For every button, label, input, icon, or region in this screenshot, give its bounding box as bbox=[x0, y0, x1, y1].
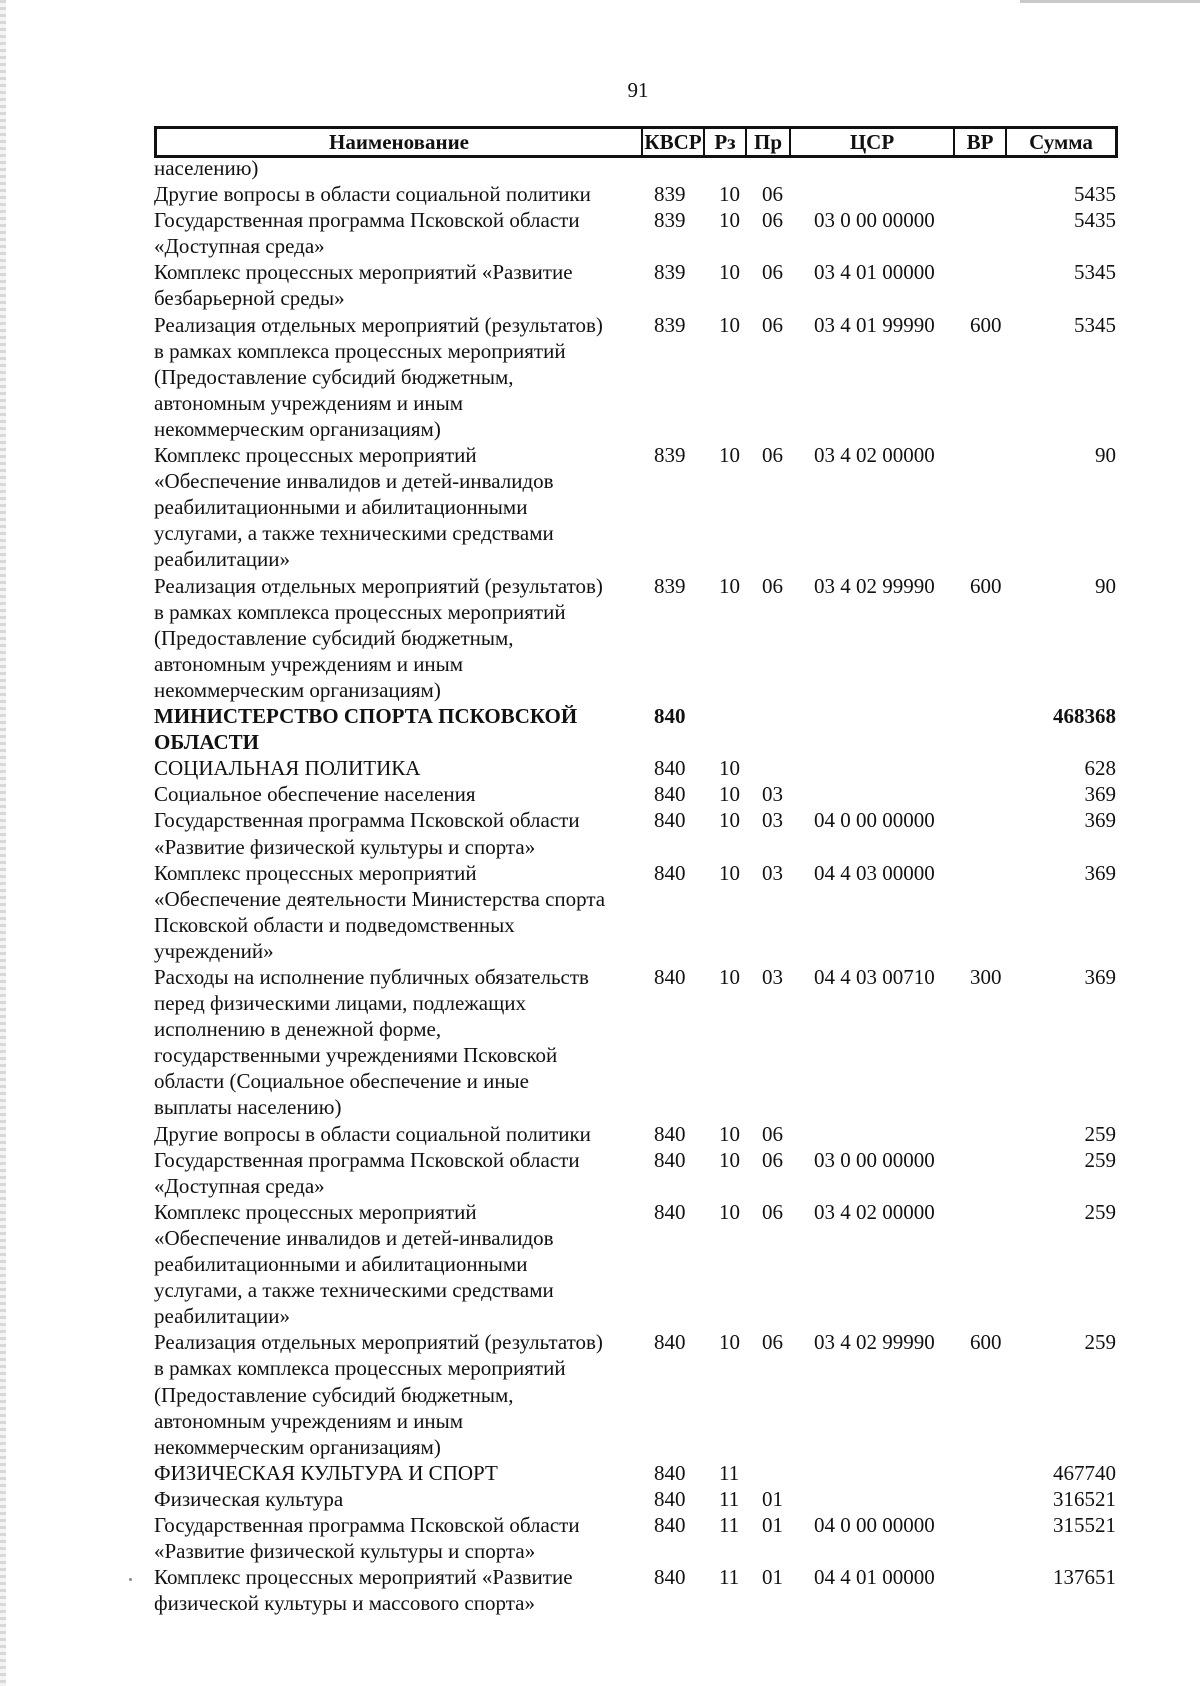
cell-csr: 04 4 01 00000 bbox=[814, 1565, 935, 1590]
cell-rz: 10 bbox=[719, 208, 740, 233]
row-name bbox=[154, 1147, 634, 1199]
cell-rz: 10 bbox=[719, 573, 740, 598]
row-name-line: в рамках комплекса процессных мероприятий bbox=[154, 338, 566, 363]
cell-sum: 5435 bbox=[1074, 208, 1116, 233]
table-row bbox=[0, 259, 1200, 311]
row-name bbox=[154, 964, 634, 1121]
cell-pr: 01 bbox=[762, 1565, 783, 1590]
cell-pr: 01 bbox=[762, 1513, 783, 1538]
table-row bbox=[0, 807, 1200, 859]
table-row bbox=[0, 964, 1200, 1121]
cell-pr: 03 bbox=[762, 965, 783, 990]
cell-kvsr: 839 bbox=[654, 182, 686, 207]
row-name bbox=[154, 860, 634, 964]
cell-pr: 06 bbox=[762, 443, 783, 468]
cell-csr: 04 0 00 00000 bbox=[814, 1513, 935, 1538]
cell-sum: 137651 bbox=[1053, 1565, 1116, 1590]
row-name-line: автономным учреждениям и иным bbox=[154, 1408, 464, 1433]
scan-speck bbox=[129, 1578, 132, 1581]
table-row bbox=[0, 703, 1200, 755]
cell-csr: 04 0 00 00000 bbox=[814, 808, 935, 833]
row-name bbox=[154, 442, 634, 572]
cell-vr: 600 bbox=[970, 312, 1002, 337]
row-name bbox=[154, 573, 634, 703]
table-row bbox=[0, 1486, 1200, 1512]
row-name-line: СОЦИАЛЬНАЯ ПОЛИТИКА bbox=[154, 756, 421, 781]
cell-kvsr: 840 bbox=[654, 1486, 686, 1511]
row-name-line: Другие вопросы в области социальной политики bbox=[154, 1121, 591, 1146]
cell-kvsr: 840 bbox=[654, 1330, 686, 1355]
table-row bbox=[0, 860, 1200, 964]
header-kvsr: КВСР bbox=[641, 129, 703, 155]
row-name-line: Социальное обеспечение населения bbox=[154, 782, 476, 807]
row-name-line: реабилитации» bbox=[154, 547, 291, 572]
cell-sum: 316521 bbox=[1053, 1486, 1116, 1511]
cell-sum: 259 bbox=[1084, 1121, 1116, 1146]
cell-sum: 369 bbox=[1084, 860, 1116, 885]
cell-pr: 06 bbox=[762, 1147, 783, 1172]
row-name-line: «Доступная среда» bbox=[154, 234, 325, 259]
row-name-line: автономным учреждениям и иным bbox=[154, 390, 464, 415]
cell-csr: 03 4 02 99990 bbox=[814, 1330, 935, 1355]
row-name-line: Комплекс процессных мероприятий bbox=[154, 860, 477, 885]
cell-sum: 259 bbox=[1084, 1330, 1116, 1355]
cell-vr: 600 bbox=[970, 1330, 1002, 1355]
cell-vr: 600 bbox=[970, 573, 1002, 598]
cell-sum: 628 bbox=[1084, 756, 1116, 781]
cell-pr: 06 bbox=[762, 1330, 783, 1355]
cell-kvsr: 840 bbox=[654, 1147, 686, 1172]
cell-kvsr: 839 bbox=[654, 443, 686, 468]
cell-rz: 10 bbox=[719, 808, 740, 833]
cell-sum: 259 bbox=[1084, 1147, 1116, 1172]
row-name-line: Другие вопросы в области социальной политики bbox=[154, 182, 591, 207]
header-pr: Пр bbox=[745, 129, 789, 155]
row-name bbox=[154, 1486, 634, 1512]
row-name bbox=[154, 807, 634, 859]
row-name-line: (Предоставление субсидий бюджетным, bbox=[154, 625, 514, 650]
row-name bbox=[154, 181, 634, 207]
row-name-line: Государственная программа Псковской области bbox=[154, 1147, 580, 1172]
scan-edge-top bbox=[1020, 0, 1200, 3]
table-row bbox=[0, 312, 1200, 443]
row-name bbox=[154, 259, 634, 311]
cell-kvsr: 840 bbox=[654, 1513, 686, 1538]
cell-csr: 03 4 02 99990 bbox=[814, 573, 935, 598]
cell-csr: 03 4 01 99990 bbox=[814, 312, 935, 337]
cell-csr: 03 0 00 00000 bbox=[814, 1147, 935, 1172]
table-row bbox=[0, 1512, 1200, 1564]
row-name-line: Реализация отдельных мероприятий (результатов) bbox=[154, 1330, 603, 1355]
row-name-line: безбарьерной среды» bbox=[154, 286, 345, 311]
row-name-line: ОБЛАСТИ bbox=[154, 730, 259, 755]
row-name-line: ФИЗИЧЕСКАЯ КУЛЬТУРА И СПОРТ bbox=[154, 1460, 498, 1485]
cell-sum: 369 bbox=[1084, 782, 1116, 807]
cell-pr: 06 bbox=[762, 1121, 783, 1146]
cell-sum: 468368 bbox=[1053, 704, 1116, 729]
row-name bbox=[154, 1564, 634, 1616]
cell-kvsr: 840 bbox=[654, 1121, 686, 1146]
row-name-line: населению) bbox=[154, 156, 259, 180]
row-name bbox=[154, 781, 634, 807]
cell-vr: 300 bbox=[970, 965, 1002, 990]
cell-sum: 369 bbox=[1084, 965, 1116, 990]
cell-pr: 03 bbox=[762, 782, 783, 807]
cell-pr: 06 bbox=[762, 1199, 783, 1224]
row-name-line: в рамках комплекса процессных мероприятий bbox=[154, 599, 566, 624]
table-row bbox=[0, 1564, 1200, 1616]
table-row bbox=[0, 781, 1200, 807]
row-name-line: (Предоставление субсидий бюджетным, bbox=[154, 364, 514, 389]
row-name-line: некоммерческим организациям) bbox=[154, 677, 441, 702]
row-name-line: реабилитационными и абилитационными bbox=[154, 495, 528, 520]
cell-sum: 369 bbox=[1084, 808, 1116, 833]
cell-sum: 5345 bbox=[1074, 260, 1116, 285]
row-name-line: Комплекс процессных мероприятий bbox=[154, 443, 477, 468]
cell-rz: 10 bbox=[719, 782, 740, 807]
cell-rz: 10 bbox=[719, 756, 740, 781]
cell-rz: 10 bbox=[719, 1330, 740, 1355]
cell-rz: 11 bbox=[719, 1565, 740, 1590]
row-name bbox=[154, 1121, 634, 1147]
row-name bbox=[154, 1329, 634, 1459]
row-name-line: реабилитации» bbox=[154, 1304, 291, 1329]
cell-csr: 04 4 03 00710 bbox=[814, 965, 935, 990]
row-name bbox=[154, 1460, 634, 1486]
row-name-line: Государственная программа Псковской области bbox=[154, 808, 580, 833]
row-name-line: услугами, а также техническими средствами bbox=[154, 521, 554, 546]
row-name bbox=[154, 1199, 634, 1329]
header-rz: Рз bbox=[703, 129, 745, 155]
table-row bbox=[0, 1460, 1200, 1486]
row-name-line: Физическая культура bbox=[154, 1486, 344, 1511]
header-sum: Сумма bbox=[1005, 129, 1115, 155]
cell-rz: 10 bbox=[719, 965, 740, 990]
row-name-line: реабилитационными и абилитационными bbox=[154, 1252, 528, 1277]
header-csr: ЦСР bbox=[789, 129, 953, 155]
cell-kvsr: 839 bbox=[654, 573, 686, 598]
cell-csr: 04 4 03 00000 bbox=[814, 860, 935, 885]
row-name-line: выплаты населению) bbox=[154, 1095, 342, 1120]
row-name-line: государственными учреждениями Псковской bbox=[154, 1043, 558, 1068]
table-row bbox=[0, 1199, 1200, 1330]
cell-rz: 10 bbox=[719, 1199, 740, 1224]
row-name-line: в рамках комплекса процессных мероприятий bbox=[154, 1356, 566, 1381]
table-row bbox=[0, 207, 1200, 259]
row-name-line: Расходы на исполнение публичных обязательств bbox=[154, 965, 589, 990]
table-row bbox=[0, 1121, 1200, 1147]
row-name-line: некоммерческим организациям) bbox=[154, 1434, 441, 1459]
row-name-line: автономным учреждениям и иным bbox=[154, 651, 464, 676]
cell-rz: 11 bbox=[719, 1513, 740, 1538]
row-name-line: МИНИСТЕРСТВО СПОРТА ПСКОВСКОЙ bbox=[154, 704, 578, 729]
row-name bbox=[154, 755, 634, 781]
cell-kvsr: 840 bbox=[654, 756, 686, 781]
row-name-line: некоммерческим организациям) bbox=[154, 416, 441, 441]
table-row bbox=[0, 181, 1200, 207]
cell-kvsr: 840 bbox=[654, 1460, 686, 1485]
cell-kvsr: 839 bbox=[654, 208, 686, 233]
table-row bbox=[0, 1147, 1200, 1199]
row-name-line: «Обеспечение деятельности Министерства спорта bbox=[154, 886, 606, 911]
row-name-line: физической культуры и массового спорта» bbox=[154, 1591, 535, 1616]
row-name bbox=[154, 312, 634, 442]
cell-sum: 5345 bbox=[1074, 312, 1116, 337]
row-name-line: «Доступная среда» bbox=[154, 1173, 325, 1198]
row-name-line: области (Социальное обеспечение и иные bbox=[154, 1069, 529, 1094]
cell-kvsr: 840 bbox=[654, 965, 686, 990]
cell-kvsr: 840 bbox=[654, 860, 686, 885]
cell-rz: 10 bbox=[719, 1147, 740, 1172]
cell-csr: 03 4 02 00000 bbox=[814, 443, 935, 468]
cell-kvsr: 839 bbox=[654, 260, 686, 285]
table-header bbox=[154, 126, 1118, 158]
cell-rz: 10 bbox=[719, 312, 740, 337]
header-name: Наименование bbox=[329, 130, 469, 154]
row-name bbox=[154, 155, 634, 181]
table-row bbox=[0, 573, 1200, 704]
row-name-line: «Обеспечение инвалидов и детей-инвалидов bbox=[154, 1225, 554, 1250]
cell-rz: 10 bbox=[719, 1121, 740, 1146]
row-name-line: Комплекс процессных мероприятий «Развитие bbox=[154, 1565, 573, 1590]
header-vr: ВР bbox=[953, 129, 1005, 155]
page-number: 91 bbox=[627, 78, 649, 102]
cell-kvsr: 840 bbox=[654, 808, 686, 833]
cell-pr: 06 bbox=[762, 208, 783, 233]
row-name-line: (Предоставление субсидий бюджетным, bbox=[154, 1382, 514, 1407]
cell-sum: 90 bbox=[1095, 573, 1116, 598]
cell-rz: 10 bbox=[719, 860, 740, 885]
row-name-line: Государственная программа Псковской области bbox=[154, 208, 580, 233]
cell-rz: 10 bbox=[719, 443, 740, 468]
cell-pr: 06 bbox=[762, 573, 783, 598]
cell-sum: 90 bbox=[1095, 443, 1116, 468]
table-body bbox=[0, 155, 1200, 1616]
cell-pr: 03 bbox=[762, 860, 783, 885]
cell-csr: 03 4 02 00000 bbox=[814, 1199, 935, 1224]
cell-sum: 467740 bbox=[1053, 1460, 1116, 1485]
cell-kvsr: 840 bbox=[654, 1199, 686, 1224]
cell-rz: 10 bbox=[719, 182, 740, 207]
cell-kvsr: 840 bbox=[654, 1565, 686, 1590]
table-row bbox=[0, 1329, 1200, 1460]
row-name bbox=[154, 703, 634, 755]
cell-csr: 03 4 01 00000 bbox=[814, 260, 935, 285]
cell-sum: 5435 bbox=[1074, 182, 1116, 207]
table-row bbox=[0, 155, 1200, 181]
cell-sum: 259 bbox=[1084, 1199, 1116, 1224]
cell-csr: 03 0 00 00000 bbox=[814, 208, 935, 233]
row-name-line: Псковской области и подведомственных bbox=[154, 912, 515, 937]
row-name-line: Комплекс процессных мероприятий bbox=[154, 1199, 477, 1224]
row-name bbox=[154, 207, 634, 259]
row-name-line: услугами, а также техническими средствами bbox=[154, 1278, 554, 1303]
cell-pr: 06 bbox=[762, 182, 783, 207]
cell-kvsr: 839 bbox=[654, 312, 686, 337]
row-name-line: исполнению в денежной форме, bbox=[154, 1017, 442, 1042]
table-row bbox=[0, 755, 1200, 781]
row-name-line: перед физическими лицами, подлежащих bbox=[154, 991, 527, 1016]
row-name-line: Реализация отдельных мероприятий (результатов) bbox=[154, 312, 603, 337]
cell-sum: 315521 bbox=[1053, 1513, 1116, 1538]
table-row bbox=[0, 442, 1200, 573]
row-name bbox=[154, 1512, 634, 1564]
cell-kvsr: 840 bbox=[654, 782, 686, 807]
cell-pr: 06 bbox=[762, 312, 783, 337]
cell-rz: 10 bbox=[719, 260, 740, 285]
row-name-line: «Развитие физической культуры и спорта» bbox=[154, 1539, 536, 1564]
cell-pr: 01 bbox=[762, 1486, 783, 1511]
cell-pr: 06 bbox=[762, 260, 783, 285]
cell-rz: 11 bbox=[719, 1486, 740, 1511]
row-name-line: «Обеспечение инвалидов и детей-инвалидов bbox=[154, 469, 554, 494]
row-name-line: Комплекс процессных мероприятий «Развитие bbox=[154, 260, 573, 285]
row-name-line: Государственная программа Псковской области bbox=[154, 1513, 580, 1538]
row-name-line: Реализация отдельных мероприятий (результатов) bbox=[154, 573, 603, 598]
cell-kvsr: 840 bbox=[654, 704, 686, 729]
cell-rz: 11 bbox=[719, 1460, 740, 1485]
row-name-line: «Развитие физической культуры и спорта» bbox=[154, 834, 536, 859]
cell-pr: 03 bbox=[762, 808, 783, 833]
row-name-line: учреждений» bbox=[154, 938, 274, 963]
